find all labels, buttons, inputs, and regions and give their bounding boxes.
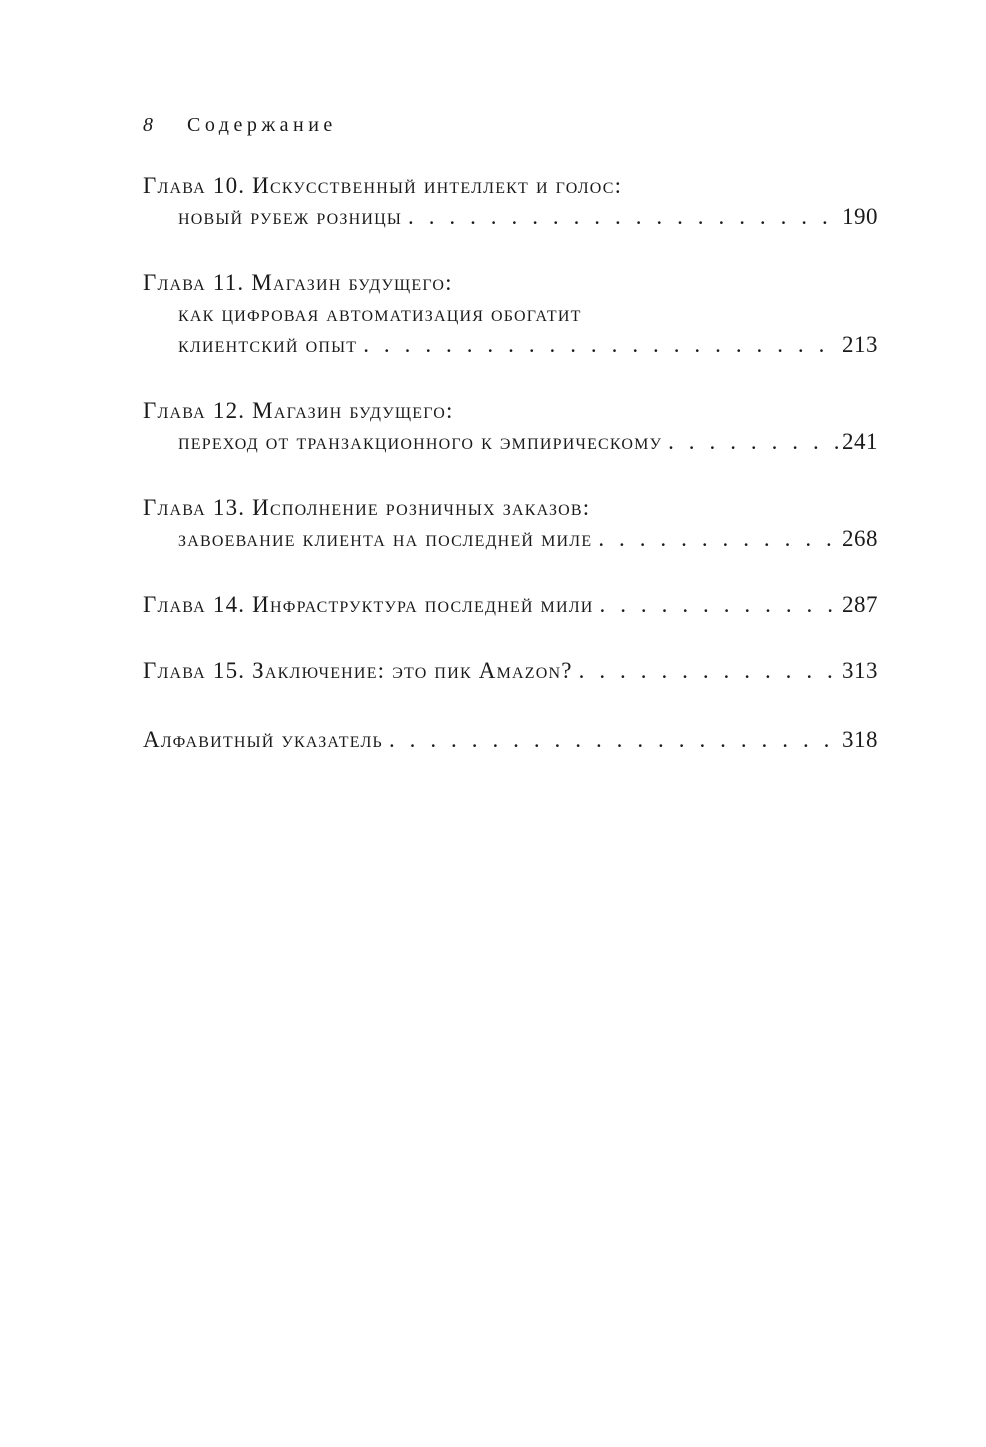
toc-entry-last-line — [143, 329, 878, 360]
toc-entry-chapter-11[interactable] — [143, 267, 878, 360]
toc-entry-page: 213 — [842, 332, 878, 357]
toc-entry-title: Глава 13. Исполнение розничных заказов: — [143, 495, 591, 520]
dot-leader — [363, 329, 838, 360]
running-head — [143, 111, 337, 139]
running-title: Содержание — [187, 114, 337, 136]
toc-entry-last-line — [143, 589, 878, 620]
toc-entry-subtitle: клиентский опыт — [178, 332, 358, 357]
dot-leader — [408, 201, 838, 232]
toc-entry-chapter-13[interactable] — [143, 492, 878, 554]
toc-entry-title: Глава 12. Магазин будущего: — [143, 398, 454, 423]
toc-entry-chapter-12[interactable] — [143, 395, 878, 457]
dot-leader — [668, 426, 838, 457]
dot-leader — [579, 655, 838, 686]
toc-entry-page: 313 — [842, 658, 878, 683]
toc-entry-subtitle: завоевание клиента на последней миле — [178, 526, 593, 551]
toc-entry-chapter-14[interactable] — [143, 589, 878, 620]
toc-entry-title: Глава 11. Магазин будущего: — [143, 270, 453, 295]
toc-entry-title: Глава 14. Инфраструктура последней мили — [143, 592, 594, 617]
toc-entry-title: Глава 15. Заключение: это пик Amazon? — [143, 658, 573, 683]
toc-entry-page: 287 — [842, 592, 878, 617]
toc-entry-last-line — [143, 724, 878, 755]
dot-leader — [600, 589, 838, 620]
toc-entry-index[interactable] — [143, 724, 878, 755]
table-of-contents — [143, 170, 878, 755]
toc-entry-chapter-15[interactable] — [143, 655, 878, 686]
toc-entry-last-line — [143, 426, 878, 457]
page-number: 8 — [143, 114, 153, 136]
toc-entry-page: 241 — [842, 429, 878, 454]
toc-entry-page: 318 — [842, 727, 878, 752]
toc-entry-last-line — [143, 655, 878, 686]
toc-entry-chapter-10[interactable] — [143, 170, 878, 232]
toc-entry-subtitle: новый рубеж розницы — [178, 204, 402, 229]
toc-entry-page: 268 — [842, 526, 878, 551]
toc-entry-last-line — [143, 201, 878, 232]
toc-entry-page: 190 — [842, 204, 878, 229]
toc-entry-last-line — [143, 523, 878, 554]
dot-leader — [598, 523, 838, 554]
toc-entry-title: Глава 10. Искусственный интеллект и голос: — [143, 173, 623, 198]
dot-leader — [389, 724, 838, 755]
toc-entry-subtitle: как цифровая автоматизация обогатит — [178, 301, 582, 326]
toc-entry-subtitle: переход от транзакционного к эмпирическому — [178, 429, 663, 454]
toc-entry-title: Алфавитный указатель — [143, 727, 383, 752]
